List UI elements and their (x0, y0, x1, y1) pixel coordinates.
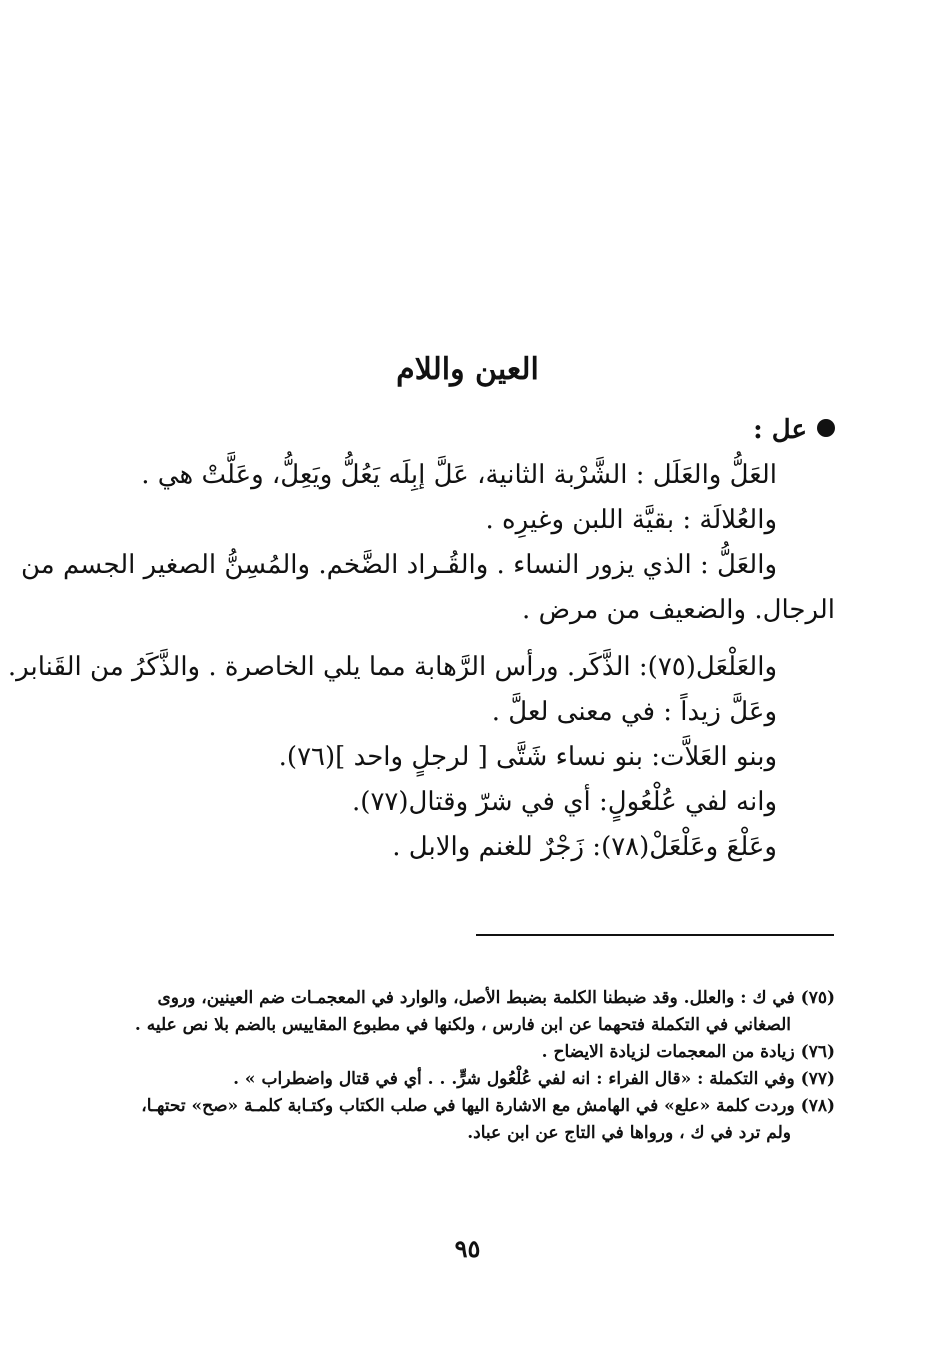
footnote-divider (476, 934, 834, 936)
root-entry: عل : (753, 415, 807, 445)
entry-line-4: الرجال. والضعيف من مرض . (522, 595, 835, 625)
page-number: ٩٥ (454, 1234, 481, 1263)
footnote-78-line-1: (٧٨) وردت كلمة «علع» في الهامش مع الاشارة اليها في صلب الكتاب وكتـابة كلمـة «صح» تحتهـا، (141, 1096, 835, 1116)
footnote-76: (٧٦) زيادة من المعجمات لزيادة الايضاح . (541, 1042, 835, 1062)
entry-line-8: وانه لفي عُلْعُولٍ: أي في شرّ وقتال(٧٧). (352, 787, 777, 817)
entry-line-2: والعُلالَة : بقيَّة اللبن وغيرِه . (485, 505, 777, 535)
entry-line-7: وبنو العَلاَّت: بنو نساء شَتَّى [ لرجلٍ واحد ](٧٦). (278, 742, 777, 772)
footnote-77: (٧٧) وفي التكملة : «قال الفراء : انه لفي عُلْعُول شرٍّ. . . أي في قتال واضطراب » . (233, 1069, 835, 1089)
entry-line-9: وعَلْعَ وعَلْعَلْ(٧٨): زَجْرٌ للغنم والابل . (392, 832, 777, 862)
section-heading: العين واللام (396, 352, 539, 387)
bullet-icon (817, 419, 835, 437)
footnote-75-line-2: الصغاني في التكملة فتحهما عن ابن فارس ، ولكنها في مطبوع المقاييس بالضم بلا نص عليه . (134, 1015, 791, 1035)
entry-line-3: والعَلُّ : الذي يزور النساء . والقُـراد الضَّخم. والمُسِنُّ الصغير الجسم من (21, 550, 777, 580)
footnote-75-line-1: (٧٥) في ك : والعلل. وقد ضبطنا الكلمة بضبط الأصل، والوارد في المعجمـات ضم العينين، وروى (157, 988, 835, 1008)
root-entry-line (110, 408, 835, 453)
main-text (7, 408, 835, 870)
footnotes (110, 985, 835, 1147)
footnote-78-line-2: ولم ترد في ك ، ورواها في التاج عن ابن عباد. (467, 1123, 791, 1143)
entry-line-1: العَلُّ والعَلَل : الشَّرْبة الثانية، عَلَّ إبِلَه يَعُلُّ ويَعِلُّ، وعَلَّتْ هي . (141, 460, 777, 490)
entry-line-6: وعَلَّ زيداً : في معنى لعلَّ . (491, 697, 777, 727)
entry-line-5: والعَلْعَل(٧٥): الذَّكَر. ورأس الرَّهابة مما يلي الخاصرة . والذَّكَرُ من القَنابر. (7, 652, 777, 682)
